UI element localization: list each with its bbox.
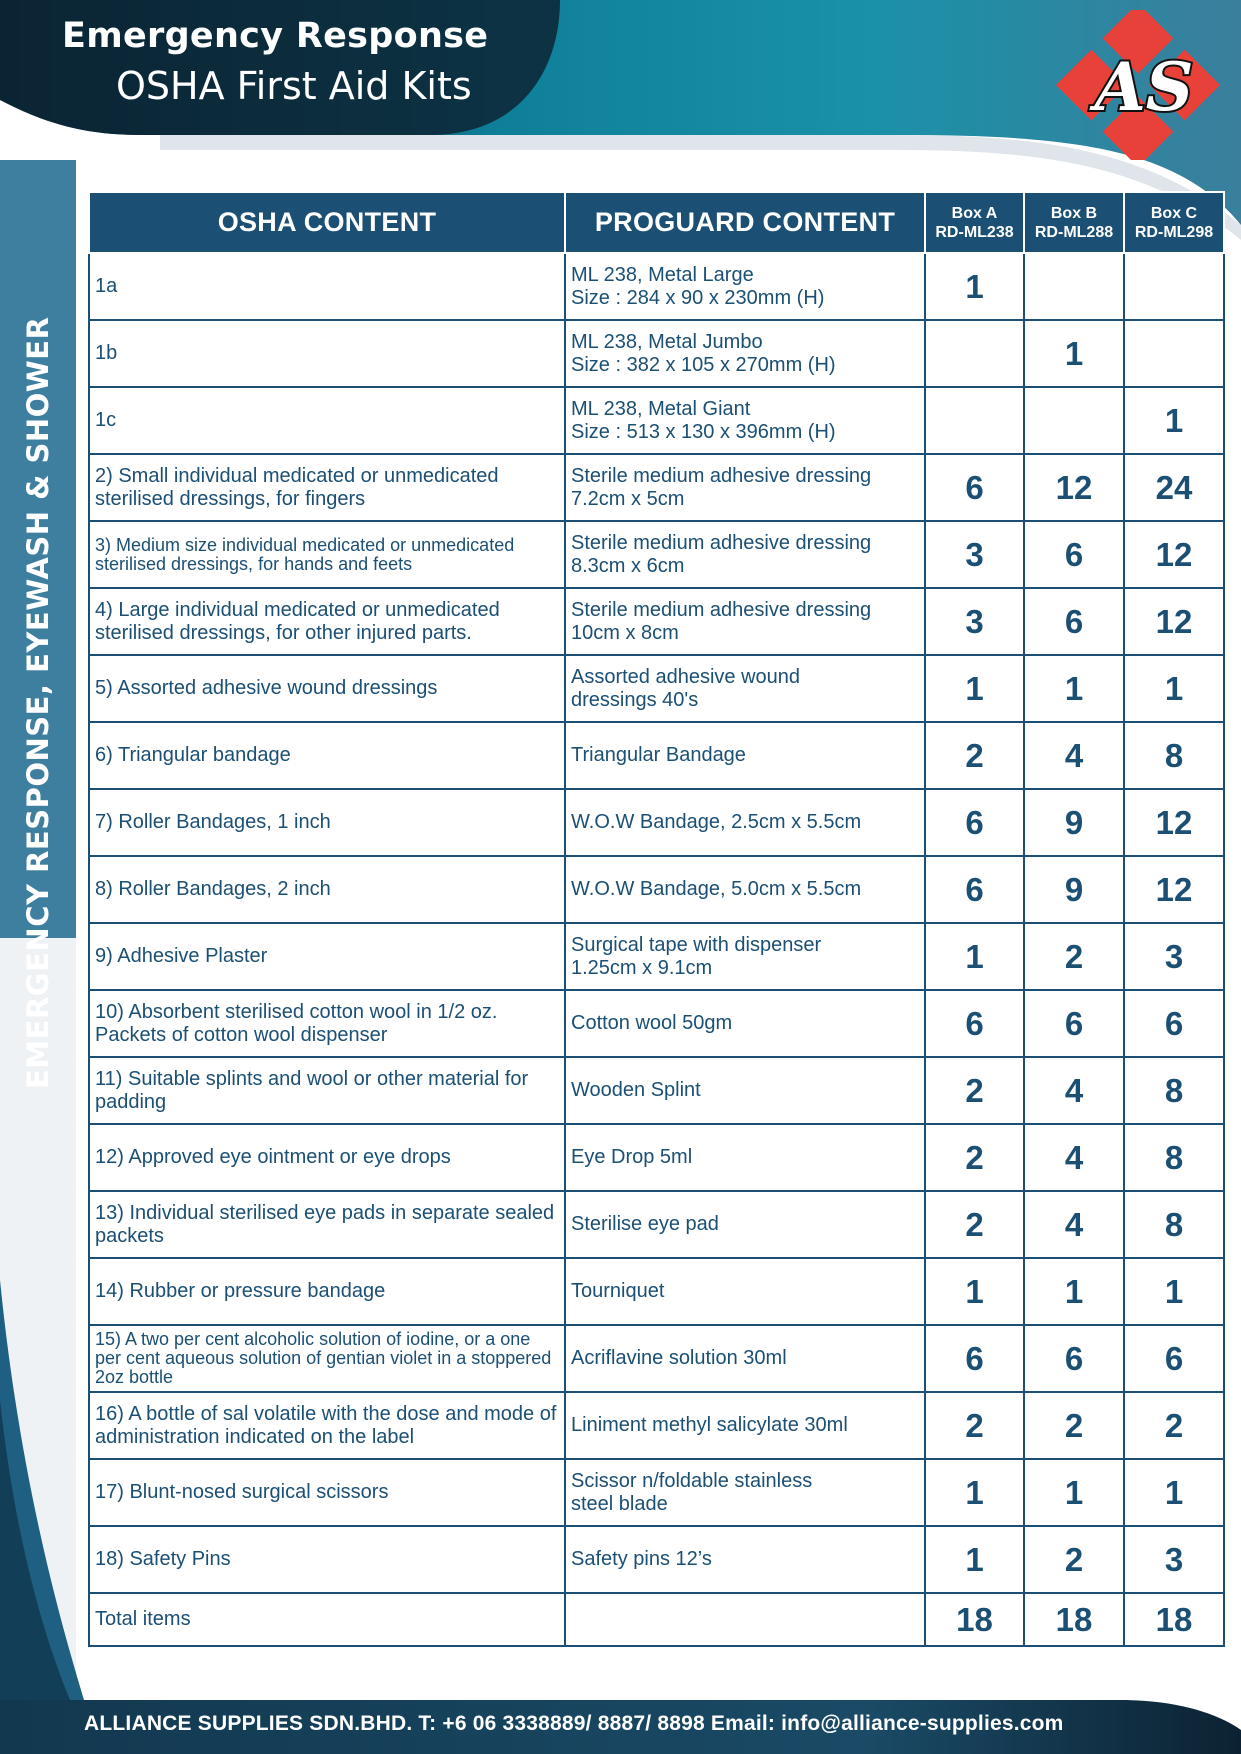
osha-content-cell: 15) A two per cent alcoholic solution of iodine, or a one per cent aqueous solution of gentian violet in a stoppered 2oz bottle	[89, 1325, 565, 1392]
proguard-line: Acriflavine solution 30ml	[571, 1347, 787, 1369]
osha-content-cell: 17) Blunt-nosed surgical scissors	[89, 1459, 565, 1526]
header-box-b	[1024, 192, 1124, 253]
box-a-qty: 1	[925, 253, 1024, 320]
table-row	[89, 320, 1224, 387]
proguard-content-cell	[565, 789, 925, 856]
table-row	[89, 588, 1224, 655]
osha-content-cell: 11) Suitable splints and wool or other material for padding	[89, 1057, 565, 1124]
proguard-content-cell	[565, 387, 925, 454]
proguard-line: ML 238, Metal Jumbo	[571, 330, 763, 353]
box-a-qty: 3	[925, 588, 1024, 655]
box-b-qty: 2	[1024, 1392, 1124, 1459]
box-c-qty: 6	[1124, 1325, 1224, 1392]
box-b-qty: 9	[1024, 856, 1124, 923]
proguard-line: ML 238, Metal Large	[571, 263, 754, 286]
total-box-a: 18	[925, 1593, 1024, 1646]
box-b-qty: 12	[1024, 454, 1124, 521]
table-header-row	[89, 192, 1224, 253]
box-b-qty: 2	[1024, 923, 1124, 990]
proguard-line: Size : 513 x 130 x 396mm (H)	[571, 420, 836, 443]
table-row	[89, 1191, 1224, 1258]
proguard-line: Surgical tape with dispenser	[571, 933, 822, 956]
table-row	[89, 253, 1224, 320]
table-row	[89, 1124, 1224, 1191]
box-a-qty: 2	[925, 1392, 1024, 1459]
box-a-qty: 1	[925, 1459, 1024, 1526]
box-b-code: RD-ML288	[1034, 223, 1114, 241]
box-b-qty: 1	[1024, 655, 1124, 722]
proguard-line: 1.25cm x 9.1cm	[571, 956, 713, 979]
box-c-qty: 24	[1124, 454, 1224, 521]
table-row	[89, 1526, 1224, 1593]
proguard-content-cell	[565, 521, 925, 588]
header-proguard-content: PROGUARD CONTENT	[565, 192, 925, 253]
osha-content-cell: 1a	[89, 253, 565, 320]
box-a-qty: 2	[925, 1124, 1024, 1191]
proguard-line: Size : 382 x 105 x 270mm (H)	[571, 353, 836, 376]
box-c-qty: 2	[1124, 1392, 1224, 1459]
osha-content-cell: 9) Adhesive Plaster	[89, 923, 565, 990]
proguard-content-cell	[565, 454, 925, 521]
box-c-qty: 12	[1124, 521, 1224, 588]
box-c-qty	[1124, 320, 1224, 387]
box-a-qty: 1	[925, 655, 1024, 722]
box-a-qty: 6	[925, 789, 1024, 856]
proguard-content-cell	[565, 253, 925, 320]
box-b-qty: 6	[1024, 588, 1124, 655]
osha-content-cell: 6) Triangular bandage	[89, 722, 565, 789]
proguard-line: Wooden Splint	[571, 1079, 701, 1101]
box-c-qty: 12	[1124, 789, 1224, 856]
proguard-content-cell	[565, 990, 925, 1057]
proguard-content-cell	[565, 1459, 925, 1526]
osha-content-cell: 16) A bottle of sal volatile with the dose and mode of administration indicated on the label	[89, 1392, 565, 1459]
proguard-line: dressings 40's	[571, 688, 699, 711]
box-c-code: RD-ML298	[1134, 223, 1214, 241]
proguard-line: Safety pins 12’s	[571, 1548, 712, 1570]
proguard-content-cell	[565, 1191, 925, 1258]
proguard-content-cell	[565, 1526, 925, 1593]
proguard-line: Triangular Bandage	[571, 744, 746, 766]
box-b-qty: 6	[1024, 990, 1124, 1057]
box-c-qty: 1	[1124, 1459, 1224, 1526]
table-row	[89, 1392, 1224, 1459]
box-a-qty: 6	[925, 1325, 1024, 1392]
box-a-qty: 6	[925, 454, 1024, 521]
box-b-qty: 6	[1024, 521, 1124, 588]
box-a-qty: 2	[925, 722, 1024, 789]
osha-content-cell: 10) Absorbent sterilised cotton wool in 1/2 oz. Packets of cotton wool dispenser	[89, 990, 565, 1057]
total-proguard	[565, 1593, 925, 1646]
proguard-line: steel blade	[571, 1492, 668, 1515]
proguard-line: Assorted adhesive wound	[571, 665, 801, 688]
box-a-name: Box A	[951, 204, 998, 222]
osha-content-cell: 13) Individual sterilised eye pads in separate sealed packets	[89, 1191, 565, 1258]
table-row	[89, 789, 1224, 856]
table-row	[89, 655, 1224, 722]
box-a-qty: 6	[925, 990, 1024, 1057]
box-c-qty: 8	[1124, 722, 1224, 789]
proguard-line: 10cm x 8cm	[571, 621, 679, 644]
box-b-qty: 4	[1024, 1124, 1124, 1191]
box-c-qty: 3	[1124, 923, 1224, 990]
box-c-qty	[1124, 253, 1224, 320]
proguard-content-cell	[565, 588, 925, 655]
proguard-line: Sterile medium adhesive dressing	[571, 464, 872, 487]
header-osha-content: OSHA CONTENT	[89, 192, 565, 253]
box-c-qty: 8	[1124, 1057, 1224, 1124]
osha-content-cell: 1c	[89, 387, 565, 454]
box-c-qty: 1	[1124, 387, 1224, 454]
osha-content-cell: 4) Large individual medicated or unmedicated sterilised dressings, for other injured parts.	[89, 588, 565, 655]
table-row	[89, 1459, 1224, 1526]
box-c-qty: 1	[1124, 1258, 1224, 1325]
proguard-content-cell	[565, 1258, 925, 1325]
box-b-qty: 9	[1024, 789, 1124, 856]
company-logo	[1050, 10, 1230, 160]
osha-content-cell: 5) Assorted adhesive wound dressings	[89, 655, 565, 722]
osha-content-cell: 7) Roller Bandages, 1 inch	[89, 789, 565, 856]
proguard-content-cell	[565, 1124, 925, 1191]
table-row	[89, 923, 1224, 990]
proguard-content-cell	[565, 1325, 925, 1392]
proguard-content-cell	[565, 722, 925, 789]
box-b-qty	[1024, 253, 1124, 320]
proguard-line: Scissor n/foldable stainless	[571, 1469, 813, 1492]
proguard-content-cell	[565, 320, 925, 387]
table-row	[89, 722, 1224, 789]
proguard-line: Size : 284 x 90 x 230mm (H)	[571, 286, 825, 309]
osha-content-cell: 14) Rubber or pressure bandage	[89, 1258, 565, 1325]
box-c-qty: 8	[1124, 1124, 1224, 1191]
table-row	[89, 856, 1224, 923]
box-b-qty: 4	[1024, 1191, 1124, 1258]
proguard-content-cell	[565, 923, 925, 990]
proguard-line: ML 238, Metal Giant	[571, 397, 751, 420]
table-row	[89, 521, 1224, 588]
side-label: EMERGENCY RESPONSE, EYEWASH & SHOWER	[21, 316, 55, 1089]
box-c-qty: 6	[1124, 990, 1224, 1057]
total-box-b: 18	[1024, 1593, 1124, 1646]
proguard-line: Sterile medium adhesive dressing	[571, 531, 872, 554]
box-b-name: Box B	[1050, 204, 1098, 222]
osha-content-cell: 12) Approved eye ointment or eye drops	[89, 1124, 565, 1191]
proguard-line: Eye Drop 5ml	[571, 1146, 693, 1168]
box-a-qty: 1	[925, 1526, 1024, 1593]
total-box-c: 18	[1124, 1593, 1224, 1646]
header-box-c	[1124, 192, 1224, 253]
proguard-line: Tourniquet	[571, 1280, 665, 1302]
proguard-content-cell	[565, 856, 925, 923]
logo-text: AS	[1094, 48, 1194, 126]
table-row	[89, 1057, 1224, 1124]
proguard-line: Sterilise eye pad	[571, 1213, 719, 1235]
proguard-line: W.O.W Bandage, 2.5cm x 5.5cm	[571, 811, 862, 833]
header-box-a	[925, 192, 1024, 253]
kit-contents-table	[88, 191, 1225, 1647]
table-row	[89, 387, 1224, 454]
box-a-qty: 2	[925, 1057, 1024, 1124]
proguard-line: Cotton wool 50gm	[571, 1012, 733, 1034]
box-c-qty: 8	[1124, 1191, 1224, 1258]
box-b-qty: 1	[1024, 1258, 1124, 1325]
proguard-content-cell	[565, 1392, 925, 1459]
box-b-qty: 2	[1024, 1526, 1124, 1593]
table-row	[89, 454, 1224, 521]
proguard-line: W.O.W Bandage, 5.0cm x 5.5cm	[571, 878, 862, 900]
proguard-content-cell	[565, 1057, 925, 1124]
box-a-qty: 3	[925, 521, 1024, 588]
proguard-line: 7.2cm x 5cm	[571, 487, 685, 510]
box-a-qty: 2	[925, 1191, 1024, 1258]
box-a-qty: 1	[925, 1258, 1024, 1325]
box-b-qty: 4	[1024, 1057, 1124, 1124]
box-b-qty	[1024, 387, 1124, 454]
total-label: Total items	[89, 1593, 565, 1646]
box-b-qty: 1	[1024, 320, 1124, 387]
header-title: Emergency Response	[62, 16, 489, 56]
header-subtitle: OSHA First Aid Kits	[116, 64, 472, 108]
box-b-qty: 1	[1024, 1459, 1124, 1526]
proguard-content-cell	[565, 655, 925, 722]
proguard-line: 8.3cm x 6cm	[571, 554, 685, 577]
osha-content-cell: 2) Small individual medicated or unmedicated sterilised dressings, for fingers	[89, 454, 565, 521]
box-a-qty	[925, 320, 1024, 387]
total-row	[89, 1593, 1224, 1646]
box-a-code: RD-ML238	[935, 223, 1014, 241]
osha-content-cell: 8) Roller Bandages, 2 inch	[89, 856, 565, 923]
side-tab	[0, 160, 76, 1089]
table-row	[89, 990, 1224, 1057]
box-c-qty: 12	[1124, 856, 1224, 923]
table-body	[89, 253, 1224, 1593]
box-a-qty: 1	[925, 923, 1024, 990]
proguard-line: Liniment methyl salicylate 30ml	[571, 1414, 848, 1436]
box-b-qty: 6	[1024, 1325, 1124, 1392]
box-c-name: Box C	[1150, 204, 1198, 222]
osha-content-cell: 1b	[89, 320, 565, 387]
osha-content-cell: 3) Medium size individual medicated or unmedicated sterilised dressings, for hands and feets	[89, 521, 565, 588]
box-c-qty: 1	[1124, 655, 1224, 722]
proguard-line: Sterile medium adhesive dressing	[571, 598, 872, 621]
table-row	[89, 1325, 1224, 1392]
box-c-qty: 3	[1124, 1526, 1224, 1593]
box-a-qty: 6	[925, 856, 1024, 923]
box-c-qty: 12	[1124, 588, 1224, 655]
footer-contact: ALLIANCE SUPPLIES SDN.BHD. T: +6 06 3338889/ 8887/ 8898 Email: info@alliance-supplies.com	[84, 1712, 1064, 1735]
osha-content-cell: 18) Safety Pins	[89, 1526, 565, 1593]
table-row	[89, 1258, 1224, 1325]
box-b-qty: 4	[1024, 722, 1124, 789]
box-a-qty	[925, 387, 1024, 454]
